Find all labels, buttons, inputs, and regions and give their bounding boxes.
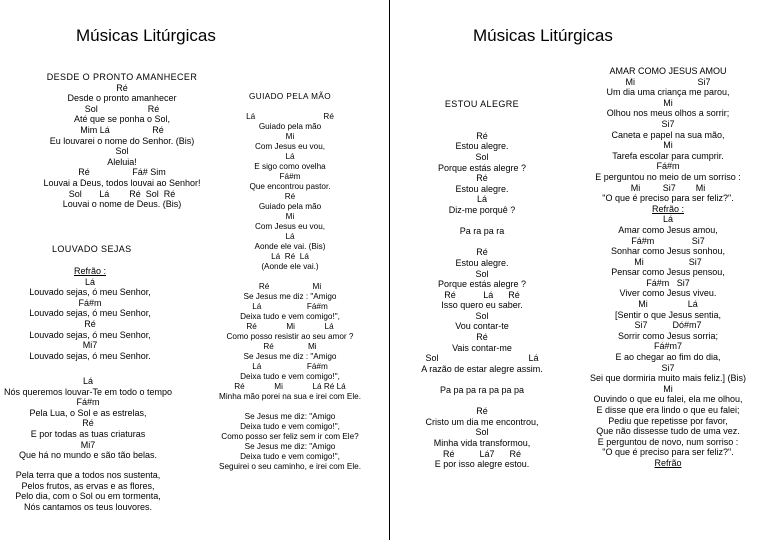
lyric-line: Louvado sejas, ó meu Senhor,	[29, 308, 151, 319]
lyric-line: Ré	[476, 173, 488, 184]
song-louvado-sejas-refrain	[29, 266, 151, 361]
lyric-line: Ré Lá7 Ré	[442, 448, 522, 459]
lyric-line: DESDE O PRONTO AMANHECER	[46, 72, 198, 82]
lyric-line: Fá#m	[76, 397, 100, 408]
lyric-line: Fá#m	[279, 172, 301, 181]
page-divider	[389, 0, 390, 540]
lyric-line: Estou alegre.	[455, 183, 509, 194]
lyric-line: Um dia uma criança me parou,	[606, 87, 730, 98]
lyric-line: Ré Fá# Sim	[78, 167, 166, 178]
song-guiado-pela-mao	[219, 92, 361, 472]
lyric-line	[421, 216, 543, 227]
lyric-line: Até que se ponha o Sol,	[73, 114, 171, 125]
lyric-line: Ré	[284, 192, 296, 201]
lyric-line: Lá	[285, 232, 295, 241]
lyric-line: Viver como Jesus viveu.	[619, 288, 717, 299]
lyric-line: Lá Fá#m	[252, 302, 328, 311]
lyric-line: Mi Si7 Mi	[630, 182, 706, 193]
lyric-line: Lá	[476, 194, 487, 205]
lyric-line: Guiado pela mão	[258, 122, 322, 131]
lyric-line: Vou contar-te	[455, 321, 509, 332]
lyric-line	[219, 272, 361, 282]
lyric-line: Diz-me porquê ?	[448, 204, 516, 215]
lyric-line: Seguirei o seu caminho, e irei com Ele.	[219, 462, 361, 471]
lyric-line: Deixa tudo e vem comigo!",	[240, 452, 340, 461]
lyric-line: Pelos frutos, as ervas e as flores,	[21, 480, 155, 491]
lyric-line: [Sentir o que Jesus sentia,	[614, 309, 722, 320]
lyric-line: Mi7	[82, 340, 98, 351]
lyric-line: Nós queremos louvar-Te em todo o tempo	[3, 386, 173, 397]
lyric-line: Ré Mi	[263, 342, 317, 351]
lyric-line: Refrão :	[651, 203, 685, 214]
lyric-line: Mi7	[80, 439, 96, 450]
lyric-line: Sol	[475, 268, 489, 279]
lyric-line: Fá#m Si7	[646, 277, 690, 288]
lyric-line: Guiado pela mão	[258, 202, 322, 211]
lyric-line: Ré	[476, 247, 488, 258]
lyric-line: Mi	[285, 132, 295, 141]
lyric-line: Ré	[476, 332, 488, 343]
lyric-line: Deixa tudo e vem comigo!",	[240, 372, 340, 381]
lyric-line: Ré Lá Ré	[444, 289, 520, 300]
song-desde-o-pronto-amanhecer	[43, 72, 200, 210]
lyric-line: Mi	[663, 140, 673, 151]
lyric-line: Lá	[285, 152, 295, 161]
lyric-line: Porque estás alegre ?	[437, 162, 527, 173]
lyric-line: Deixa tudo e vem comigo!",	[240, 422, 340, 431]
lyric-line: Mim Lá Ré	[80, 124, 164, 135]
lyric-line: Amar como Jesus amou,	[618, 224, 718, 235]
lyric-line: Fá#m Si7	[631, 235, 705, 246]
song-title-louvado-sejas: LOUVADO SEJAS	[52, 244, 132, 254]
lyric-line: Mi	[663, 97, 673, 108]
lyric-line: Sonhar como Jesus sonhou,	[610, 246, 726, 257]
lyric-line: Pensar como Jesus pensou,	[611, 267, 725, 278]
lyric-line: Se Jesus me diz : "Amigo	[243, 352, 337, 361]
lyric-line: Vais contar-me	[452, 342, 512, 353]
song-louvado-sejas-verse-2	[15, 470, 161, 512]
lyric-line: Lá Ré	[246, 112, 334, 121]
lyric-line: E disse que era lindo o que eu falei;	[596, 405, 740, 415]
lyric-line: Louvado sejas, ó meu Senhor.	[29, 350, 151, 361]
lyric-line: Minha vida transformou,	[433, 438, 531, 448]
lyric-line	[421, 396, 543, 407]
lyric-line: E por isso alegre estou.	[434, 459, 530, 470]
lyric-line: E por todas as tuas criaturas	[30, 428, 146, 439]
lyric-line: Pa pa pa ra pa pa pa	[439, 385, 525, 396]
lyric-line: Fá#m	[656, 161, 680, 172]
lyric-line: Fá#m	[78, 297, 102, 308]
lyric-line	[219, 402, 361, 412]
lyric-line: Fá#m7	[653, 341, 683, 352]
lyric-line: (Aonde ele vai.)	[261, 262, 319, 271]
lyric-line: Com Jesus eu vou,	[254, 142, 326, 151]
lyric-line: Como posso resistir ao seu amor ?	[226, 332, 354, 341]
lyric-line: E perguntou no meio de um sorriso :	[595, 171, 741, 182]
lyric-line: "O que é preciso para ser feliz?".	[602, 193, 734, 204]
lyric-line: Si7 Dó#m7	[634, 320, 702, 331]
lyric-line: Lá	[82, 376, 93, 386]
lyric-line: Ré Mi	[258, 282, 322, 291]
lyric-line: Sol Lá Ré Sol Ré	[68, 188, 176, 199]
lyric-line: Pela terra que a todos nos sustenta,	[15, 470, 161, 480]
lyric-line: Pelo dia, com o Sol ou em tormenta,	[15, 491, 161, 502]
lyric-line: ESTOU ALEGRE	[444, 99, 520, 109]
lyric-line: Pediu que repetisse por favor,	[608, 415, 728, 426]
lyric-line: Minha mão porei na sua e irei com Ele.	[219, 392, 361, 401]
lyric-line: Si7	[661, 362, 675, 373]
lyric-line: Aleluia!	[107, 156, 137, 167]
lyric-line: Isso quero eu saber.	[441, 300, 523, 311]
lyric-line: Sei que dormiria muito mais feliz.] (Bis)	[589, 373, 747, 384]
lyric-line: "O que é preciso para ser feliz?".	[602, 447, 734, 458]
lyric-line: Ré	[84, 318, 96, 329]
lyric-line: Sol	[475, 310, 489, 321]
lyric-line: Deixa tudo e vem comigo!",	[240, 312, 340, 321]
lyric-line: E sigo como ovelha	[254, 162, 326, 171]
lyric-line: Ré	[82, 418, 94, 429]
lyric-line: Refrão :	[73, 266, 106, 276]
lyric-line: Mi	[285, 212, 295, 221]
lyric-line: Sol Lá	[425, 353, 539, 364]
lyric-line	[421, 237, 543, 248]
lyric-line: Ré	[476, 130, 488, 141]
lyric-line: A razão de estar alegre assim.	[421, 363, 543, 374]
lyric-line: Que há no mundo e são tão belas.	[18, 450, 158, 461]
lyric-line	[421, 374, 543, 385]
lyric-line: Ré	[116, 82, 128, 93]
lyric-line: Sol	[115, 146, 129, 157]
lyric-line: Mi Si7	[634, 256, 702, 267]
lyric-line: Que não dissesse tudo de uma vez.	[596, 426, 740, 437]
lyric-line: Estou alegre.	[455, 141, 509, 152]
lyric-line: Sol Ré	[84, 103, 160, 114]
lyric-line: Cristo um dia me encontrou,	[425, 416, 539, 427]
lyric-line: Aonde ele vai. (Bis)	[254, 242, 326, 251]
lyric-line: Com Jesus eu vou,	[254, 222, 326, 231]
lyric-line: Caneta e papel na sua mão,	[611, 129, 725, 140]
lyric-line: GUIADO PELA MÃO	[249, 92, 331, 101]
lyric-line: Refrão	[654, 457, 682, 468]
lyric-line: Desde o pronto amanhecer	[67, 93, 177, 104]
lyric-line: Porque estás alegre ?	[437, 279, 527, 290]
left-page-title: Músicas Litúrgicas	[76, 26, 216, 45]
lyric-line: Lá Fá#m	[252, 362, 328, 371]
lyric-line: Sorrir como Jesus sorria;	[617, 330, 719, 341]
lyric-line: Sol	[475, 151, 489, 162]
lyric-line: Lá	[662, 214, 674, 225]
right-page-title: Músicas Litúrgicas	[473, 26, 613, 45]
lyric-line: Ré Mi Lá	[246, 322, 334, 331]
lyric-line	[219, 102, 361, 112]
lyric-line: Pela Lua, o Sol e as estrelas,	[29, 407, 147, 418]
lyric-line: Mi	[663, 383, 673, 394]
lyric-line	[421, 110, 543, 121]
lyric-line: Se Jesus me diz: "Amigo	[244, 412, 336, 421]
lyric-line: Pa ra pa ra	[459, 226, 505, 237]
lyric-line: Louvado sejas, ó meu Senhor,	[29, 287, 151, 298]
lyric-line: Se Jesus me diz : "Amigo	[243, 292, 337, 301]
lyric-line: Mi Si7	[625, 76, 711, 87]
lyric-line: Sol	[475, 427, 489, 438]
lyric-line: Como posso ser feliz sem ir com Ele?	[221, 432, 359, 441]
lyric-line: Ouvindo o que eu falei, ela me olhou,	[593, 394, 743, 405]
lyric-line: Louvai o nome de Deus. (Bis)	[62, 199, 182, 210]
song-estou-alegre	[421, 99, 543, 470]
lyric-line: Eu louvarei o nome do Senhor. (Bis)	[49, 135, 195, 146]
song-louvado-sejas-verse-1	[4, 376, 172, 461]
lyric-line	[421, 120, 543, 131]
lyric-line: E perguntou de novo, num sorriso :	[597, 436, 739, 447]
lyric-line: Si7	[661, 118, 675, 129]
lyric-line: Lá	[84, 276, 95, 287]
lyric-line: Nós cantamos os teus louvores.	[23, 501, 153, 512]
lyric-line: Olhou nos meus olhos a sorrir;	[606, 108, 730, 119]
lyric-line: Louvado sejas, ó meu Senhor,	[29, 329, 151, 340]
lyric-line: Ré Mi Lá Ré Lá	[234, 382, 346, 391]
lyric-line: Se Jesus me diz: "Amigo	[244, 442, 336, 451]
lyric-line: Tarefa escolar para cumprir.	[612, 150, 724, 161]
lyric-line: Lá Ré Lá	[271, 252, 309, 261]
lyric-line: Ré	[476, 406, 488, 417]
lyric-line: Que encontrou pastor.	[249, 182, 331, 191]
lyric-line: AMAR COMO JESUS AMOU	[609, 66, 727, 76]
lyric-line: Louvai a Deus, todos louvai ao Senhor!	[43, 177, 201, 188]
song-amar-como-jesus-amou	[590, 66, 746, 469]
lyric-line: E ao chegar ao fim do dia,	[615, 352, 721, 363]
lyric-line: Mi Lá	[638, 299, 698, 310]
lyric-line: Estou alegre.	[455, 257, 509, 268]
